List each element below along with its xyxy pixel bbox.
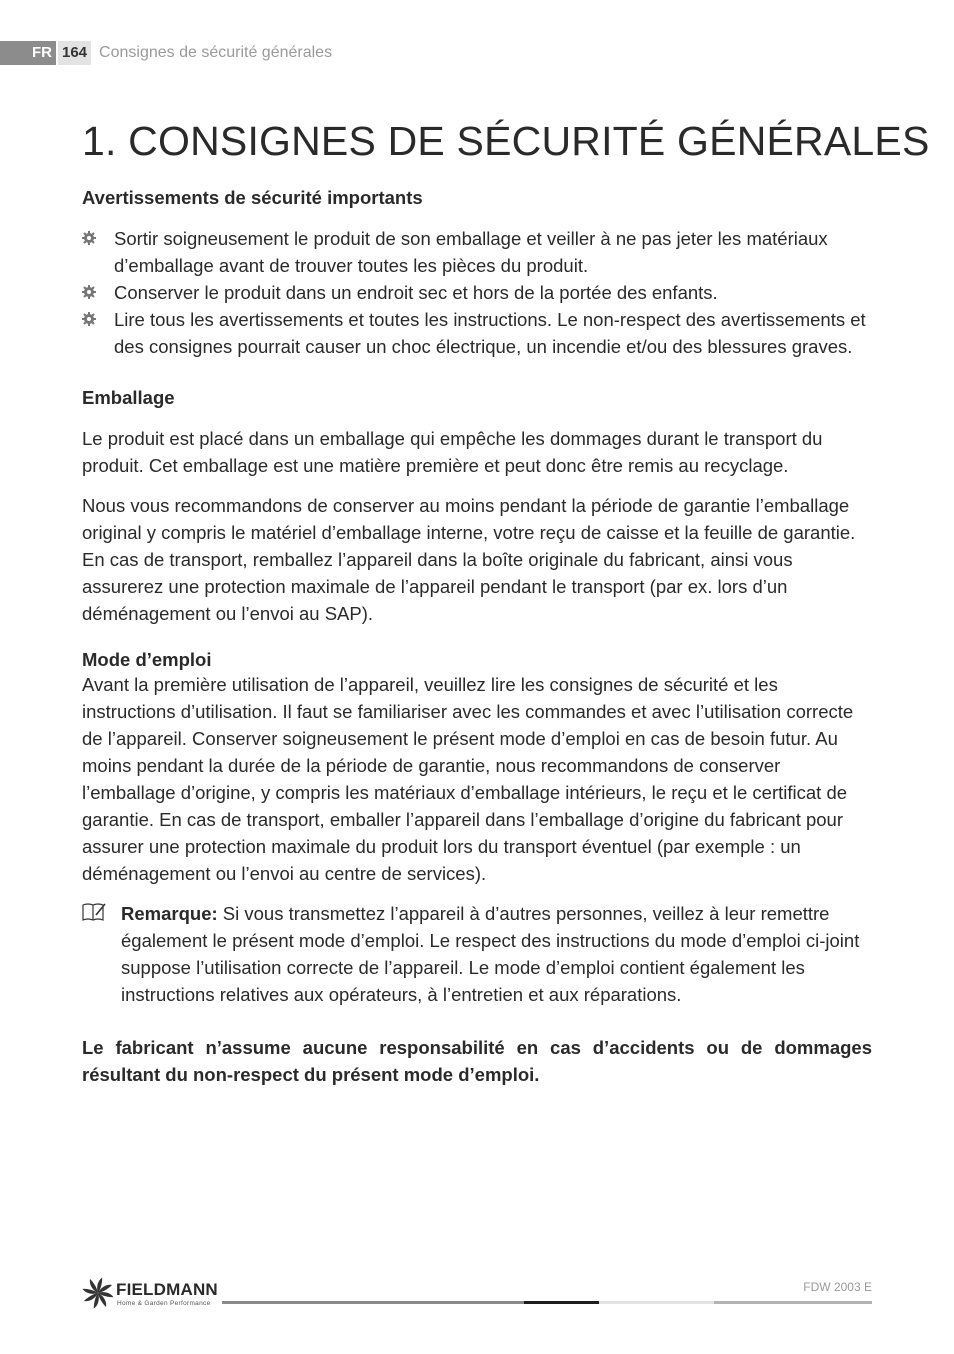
gear-bullet-icon [82,312,96,326]
note-text: Si vous transmettez l’appareil à d’autres personnes, veillez à leur remettre également le présent mode d’emploi. Le respect des instructions du mode d’emploi ci-joint suppose l’utilisation correcte de l’appareil. Le mode d’emploi contient également les instructions relatives aux opérateurs, à l’entretien et aux réparations. [121,903,860,1005]
list-item [82,306,872,360]
divider-segment [222,1301,524,1304]
running-title: Consignes de sécurité générales [99,44,333,61]
packaging-paragraph: Le produit est placé dans un emballage qui empêche les dommages durant le transport du produit. Cet emballage est une matière première et peut donc être remis au recyclage. [82,428,823,476]
warnings-heading: Avertissements de sécurité importants [82,187,423,208]
page-header [0,41,332,65]
divider-segment [714,1301,872,1304]
language-tag: FR [0,41,56,65]
brand-name: FIELDMANN [116,1280,218,1299]
list-item-text: Conserver le produit dans un endroit sec et hors de la portée des enfants. [114,282,718,303]
fieldmann-logo-icon [82,1276,114,1310]
note-block [82,900,872,1008]
brand-tagline: Home & Garden Performance [117,1300,211,1307]
list-item-text: Lire tous les avertissements et toutes les instructions. Le non-respect des avertissements et des consignes pourrait causer un choc électrique, un incendie et/ou des blessures graves. [114,309,866,357]
page-content [82,118,930,1088]
page-number: 164 [58,41,91,65]
warnings-list [82,225,872,360]
closing-statement: Le fabricant n’assume aucune responsabilité en cas d’accidents ou de dommages résultant du non-respect du présent mode d’emploi. [82,1037,872,1085]
packaging-paragraph: Nous vous recommandons de conserver au moins pendant la période de garantie l’emballage original y compris le matériel d’emballage interne, votre reçu de caisse et la feuille de garantie. En cas de transport, remballez l’appareil dans la boîte originale du fabricant, ainsi vous assurerez une protection maximale de l’appareil pendant le transport (par ex. lors d’un déménagement ou l’envoi au SAP). [82,495,856,624]
manual-heading: Mode d’emploi [82,649,212,670]
note-pencil-icon [82,902,106,922]
note-label: Remarque: [121,903,218,924]
manual-paragraph: Avant la première utilisation de l’appareil, veuillez lire les consignes de sécurité et les instructions d’utilisation. Il faut se familiariser avec les commandes et avec l’utilisation correcte de l’appareil. Conserver soigneusement le présent mode d’emploi en cas de besoin futur. Au moins pendant la durée de la période de garantie, nous recommandons de conserver l’emballage d’origine, y compris les matériaux d’emballage intérieurs, le reçu et le certificat de garantie. En cas de transport, emballer l’appareil dans l’emballage d’origine du fabricant pour assurer une protection maximale du produit lors du transport éventuel (par exemple : un déménagement ou l’envoi au centre de services). [82,674,854,884]
list-item-text: Sortir soigneusement le produit de son emballage et veiller à ne pas jeter les matériaux d’emballage avant de trouver toutes les pièces du produit. [114,228,828,276]
footer-divider [222,1301,872,1304]
list-item [82,225,872,279]
list-item [82,279,872,306]
divider-segment [524,1301,599,1304]
brand-logo [82,1276,232,1312]
packaging-heading: Emballage [82,387,175,408]
gear-bullet-icon [82,231,96,245]
page-title: 1. CONSIGNES DE SÉCURITÉ GÉNÉRALES [82,118,930,164]
gear-bullet-icon [82,285,96,299]
divider-segment [599,1301,714,1304]
model-number: FDW 2003 E [803,1280,872,1294]
